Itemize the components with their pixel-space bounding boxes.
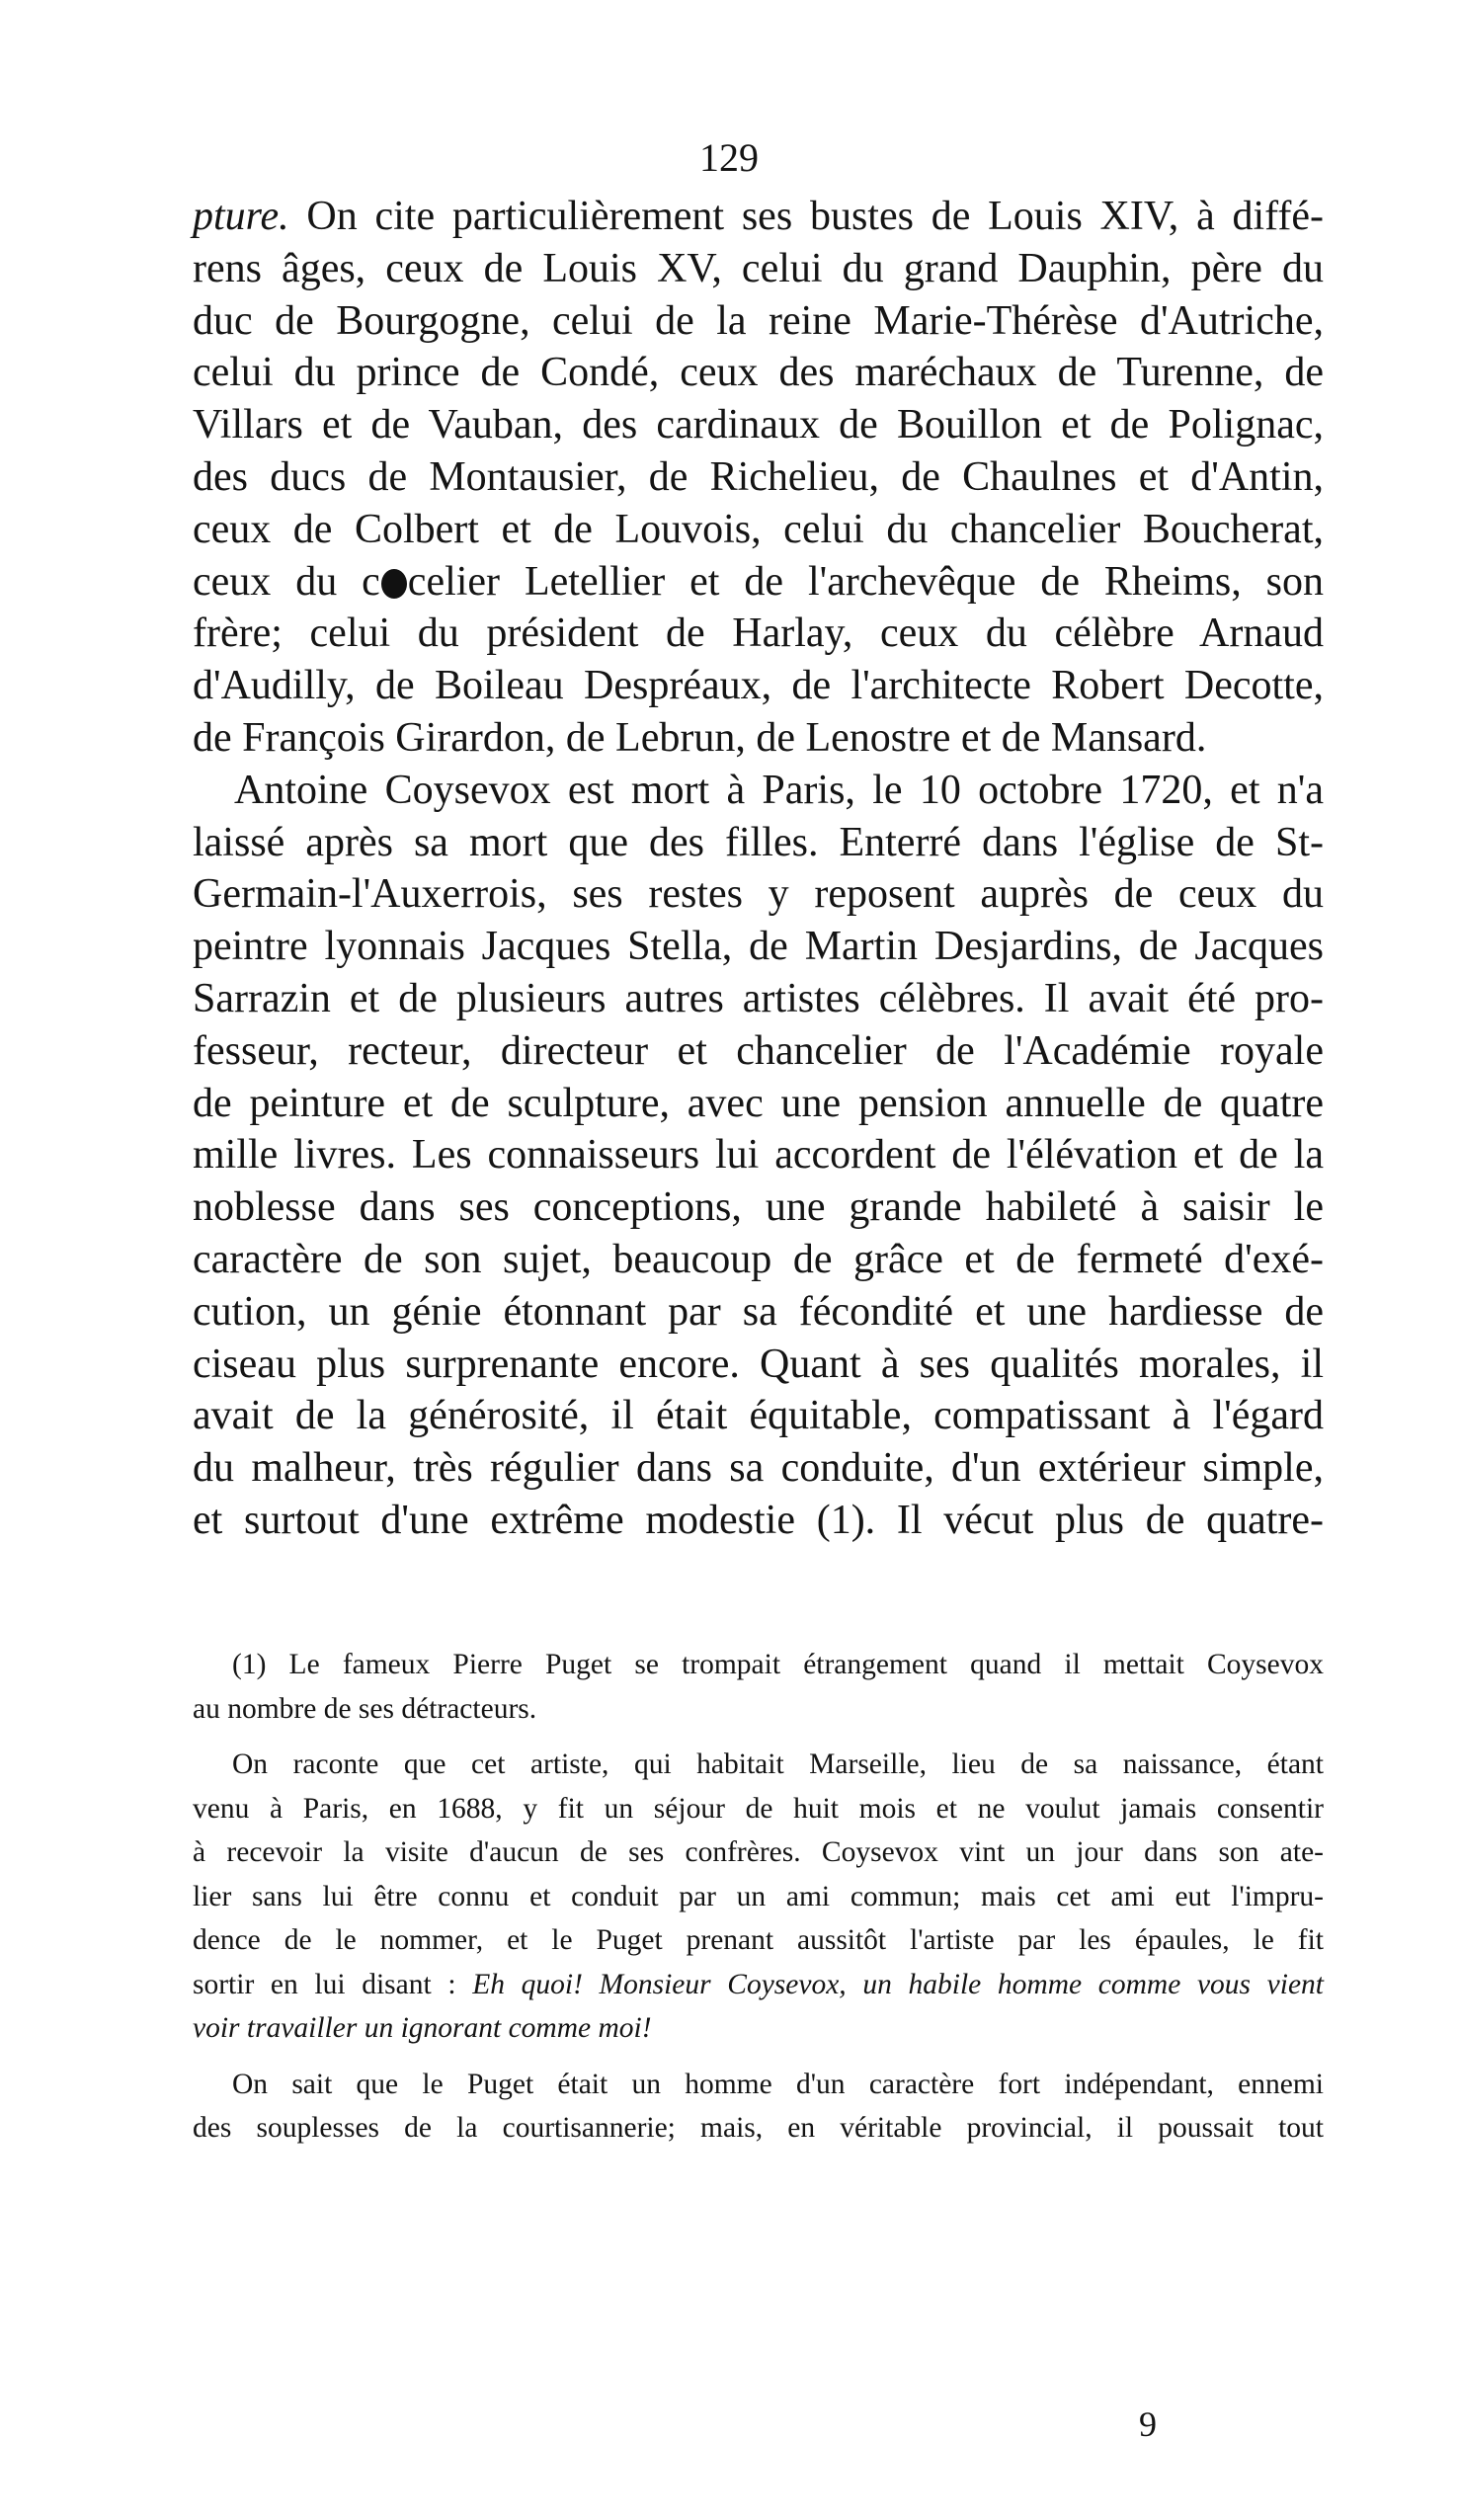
italic-fragment: pture. <box>193 194 289 239</box>
text-line: rens âges, ceux de Louis XV, celui du grand Dauphin, père du <box>193 245 1324 291</box>
text-fragment: On cite particulièrement ses bustes de Louis XIV, à diffé- <box>288 194 1324 239</box>
footnote-line <box>193 1918 1324 1963</box>
footnote-line <box>193 1963 1324 2007</box>
text-line: ciseau plus surprenante encore. Quant à ses qualités morales, il <box>193 1341 1324 1387</box>
text-line: duc de Bourgogne, celui de la reine Marie-Thérèse d'Autriche, <box>193 297 1324 344</box>
footnote-line: au nombre de ses détracteurs. <box>193 1692 537 1725</box>
text-fragment: sortir en lui disant : <box>193 1968 473 2000</box>
signature-mark <box>0 2406 1458 2442</box>
footnote <box>193 1643 1324 1731</box>
footnote-line: On raconte que cet artiste, qui habitait Marseille, lieu de sa naissance, étant <box>232 1748 1324 1780</box>
text-line: noblesse dans ses conceptions, une grande habileté à saisir le <box>193 1184 1324 1231</box>
text-line: avait de la générosité, il était équitable, compatissant à l'égard <box>193 1393 1324 1439</box>
text-line: de François Girardon, de Lebrun, de Lenostre et de Mansard. <box>193 714 1207 761</box>
text-line: cution, un génie étonnant par sa fécondité et une hardiesse de <box>193 1288 1324 1335</box>
text-line <box>193 556 1324 609</box>
footnote-line: des souplesses de la courtisannerie; mais, en véritable provincial, il poussait tout <box>193 2112 1324 2144</box>
text-line: frère; celui du président de Harlay, ceux du célèbre Arnaud <box>193 610 1324 657</box>
text-fragment: et le Puget prenant aussitôt l'artiste par les épaules, le fit <box>507 1924 1324 1956</box>
text-fragment: ceux du c <box>193 558 380 605</box>
text-line: et surtout d'une extrême modestie (1). Il vécut plus de quatre- <box>193 1497 1324 1543</box>
text-line: Antoine Coysevox est mort à Paris, le 10 octobre 1720, et n'a <box>234 767 1324 813</box>
text-line: Villars et de Vauban, des cardinaux de Bouillon et de Polignac, <box>193 402 1324 448</box>
footnote <box>193 1743 1324 2051</box>
footnote-line: venu à Paris, en 1688, y fit un séjour de huit mois et ne voulut jamais consentir <box>193 1792 1324 1825</box>
italic-fragment: Eh quoi! Monsieur Coysevox, un habile homme comme vous vient <box>472 1968 1325 2000</box>
text-line: ceux de Colbert et de Louvois, celui du chancelier Boucherat, <box>193 506 1324 552</box>
text-line: mille livres. Les connaisseurs lui accordent de l'élévation et de la <box>193 1132 1324 1179</box>
text-line: peintre lyonnais Jacques Stella, de Martin Desjardins, de Jacques <box>193 924 1324 970</box>
text-line: Germain-l'Auxerrois, ses restes y reposent auprès de ceux du <box>193 871 1324 918</box>
text-line: des ducs de Montausier, de Richelieu, de Chaulnes et d'Antin, <box>193 453 1324 500</box>
text-fragment: celier Letellier et de l'archevêque de Rheims, son <box>407 558 1324 605</box>
footnote-line: (1) Le fameux Pierre Puget se trompait étrangement quand il mettait Coysevox <box>232 1649 1324 1680</box>
text-line <box>193 191 1324 243</box>
text-line: laissé après sa mort que des filles. Enterré dans l'église de St- <box>193 819 1324 865</box>
signature-number: 9 <box>1139 2404 1157 2444</box>
text-line: fesseur, recteur, directeur et chancelier de l'Académie royale <box>193 1027 1324 1074</box>
footnote-line: à recevoir la visite d'aucun de ses confrères. Coysevox vint un jour dans son ate- <box>193 1836 1324 1868</box>
page-number: 129 <box>699 135 759 180</box>
text-line: celui du prince de Condé, ceux des maréchaux de Turenne, de <box>193 350 1324 396</box>
text-line: Sarrazin et de plusieurs autres artistes célèbres. Il avait été pro- <box>193 975 1324 1021</box>
footnote-line: On sait que le Puget était un homme d'un caractère fort indépendant, ennemi <box>232 2068 1324 2100</box>
text-fragment: dence de le nommer, <box>193 1924 484 1956</box>
text-line: du malheur, très régulier dans sa conduite, d'un extérieur simple, <box>193 1445 1324 1492</box>
footnote <box>193 2063 1324 2151</box>
paragraph <box>193 191 1324 765</box>
ink-blot <box>381 569 407 599</box>
text-line: caractère de son sujet, beaucoup de grâce et de fermeté d'exé- <box>193 1236 1324 1282</box>
text-line: de peinture et de sculpture, avec une pension annuelle de quatre <box>193 1080 1324 1126</box>
footnotes <box>193 1643 1324 2162</box>
text-line: d'Audilly, de Boileau Despréaux, de l'architecte Robert Decotte, <box>193 663 1324 709</box>
paragraph <box>193 765 1324 1547</box>
footnote-line: lier sans lui être connu et conduit par un ami commun; mais cet ami eut l'impru- <box>193 1880 1324 1912</box>
footnote-line: voir travailler un ignorant comme moi! <box>193 2012 652 2044</box>
main-text <box>193 191 1324 1547</box>
